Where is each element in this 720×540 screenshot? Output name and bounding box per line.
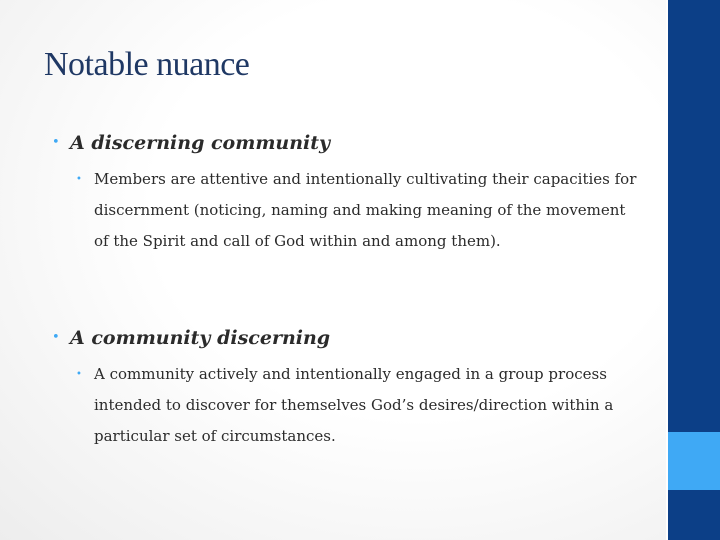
bullet-group-2 xyxy=(52,323,642,452)
bullet-heading: A community discerning xyxy=(70,327,331,349)
slide-title: Notable nuance xyxy=(44,46,250,83)
sidebar-accent-block xyxy=(668,432,720,490)
bullet-dot-icon: • xyxy=(52,135,60,150)
sidebar-decoration xyxy=(666,0,720,540)
bullet-dot-icon: • xyxy=(76,369,82,380)
bullet-heading: A discerning community xyxy=(70,132,331,154)
bullet-group-1 xyxy=(52,128,642,257)
bullet-level-1 xyxy=(52,128,642,158)
bullet-text: Members are attentive and intentionally cultivating their capacities for discernment (noticing, naming and making meaning of the movement of the Spirit and call of God within and among them). xyxy=(94,170,637,250)
bullet-level-2 xyxy=(52,359,642,452)
bullet-dot-icon: • xyxy=(52,330,60,345)
bullet-dot-icon: • xyxy=(76,174,82,185)
bullet-level-2 xyxy=(52,164,642,257)
bullet-level-1 xyxy=(52,323,642,353)
bullet-text: A community actively and intentionally engaged in a group process intended to discover for themselves God’s desires/direction within a particular set of circumstances. xyxy=(94,365,614,445)
